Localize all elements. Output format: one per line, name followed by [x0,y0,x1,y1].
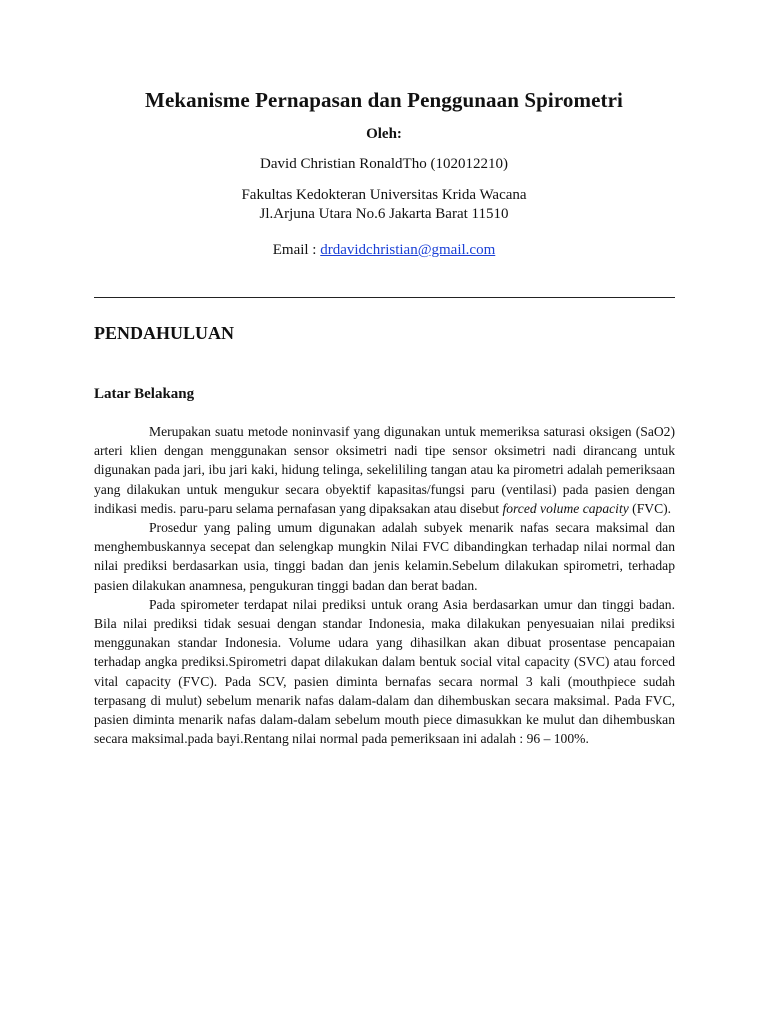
paragraph-2: Prosedur yang paling umum digunakan adalah subyek menarik nafas secara maksimal dan menghembuskannya secepat dan selengkap mungkin Nilai FVC dibandingkan terhadap nilai normal dan nilai prediksi berdasarkan usia, tinggi badan dan jenis kelamin.Sebelum dilakukan spirometri, terhadap pasien dilakukan anamnesa, pengukuran tinggi badan dan berat badan. [94,520,675,593]
body-text [94,422,675,748]
horizontal-divider [94,297,675,298]
email-label: Email : [272,242,321,258]
email-link[interactable]: drdavidchristian@gmail.com [320,242,496,258]
document-title: Mekanisme Pernapasan dan Penggunaan Spirometri [145,88,623,112]
subsection-heading: Latar Belakang [94,386,195,402]
paragraph-1-text-b: (FVC). [628,500,672,516]
affiliation-line-2: Jl.Arjuna Utara No.6 Jakarta Barat 11510 [259,206,509,222]
paragraph-1-text-a: Merupakan suatu metode noninvasif yang digunakan untuk memeriksa saturasi oksigen (SaO2) arteri klien dengan menggunakan sensor oksimetri nadi tipe sensor oksimetri nadi dirancang untuk digunakan pada jari, ibu jari kaki, hidung telinga, sekelililing tangan atau ka pirometri adalah pemeriksaan yang dilakukan untuk mengukur secara obyektif kapasitas/fungsi paru (ventilasi) pada pasien dengan indikasi medis. paru-paru selama pernafasan yang dipaksakan atau disebut [94,424,675,516]
affiliation-line-1: Fakultas Kedokteran Universitas Krida Wacana [241,187,527,203]
section-heading: PENDAHULUAN [94,323,235,343]
paragraph-1-italic: forced volume capacity [502,500,629,516]
email-line [0,242,768,259]
paragraph-3: Pada spirometer terdapat nilai prediksi untuk orang Asia berdasarkan umur dan tinggi badan. Bila nilai prediksi tidak sesuai dengan standar Indonesia, maka dilakukan penyesuaian nilai prediksi menggunakan standar Indonesia. Volume udara yang dihasilkan akan dibuat prosentase pencapaian terhadap angka prediksi.Spirometri dapat dilakukan dalam bentuk social vital capacity (SVC) atau forced vital capacity (FVC). Pada SCV, pasien diminta bernafas secara normal 3 kali (mouthpiece sudah terpasang di mulut) sebelum menarik nafas dalam-dalam dan dihembuskan secara maksimal. Pada FVC, pasien diminta menarik nafas dalam-dalam sebelum mouth piece dimasukkan ke mulut dan dihembuskan secara maksimal.pada bayi.Rentang nilai normal pada pemeriksaan ini adalah : 96 – 100%. [94,596,675,747]
author-line: David Christian RonaldTho (102012210) [260,156,508,172]
by-label: Oleh: [366,126,402,142]
paragraph-1 [94,422,675,518]
